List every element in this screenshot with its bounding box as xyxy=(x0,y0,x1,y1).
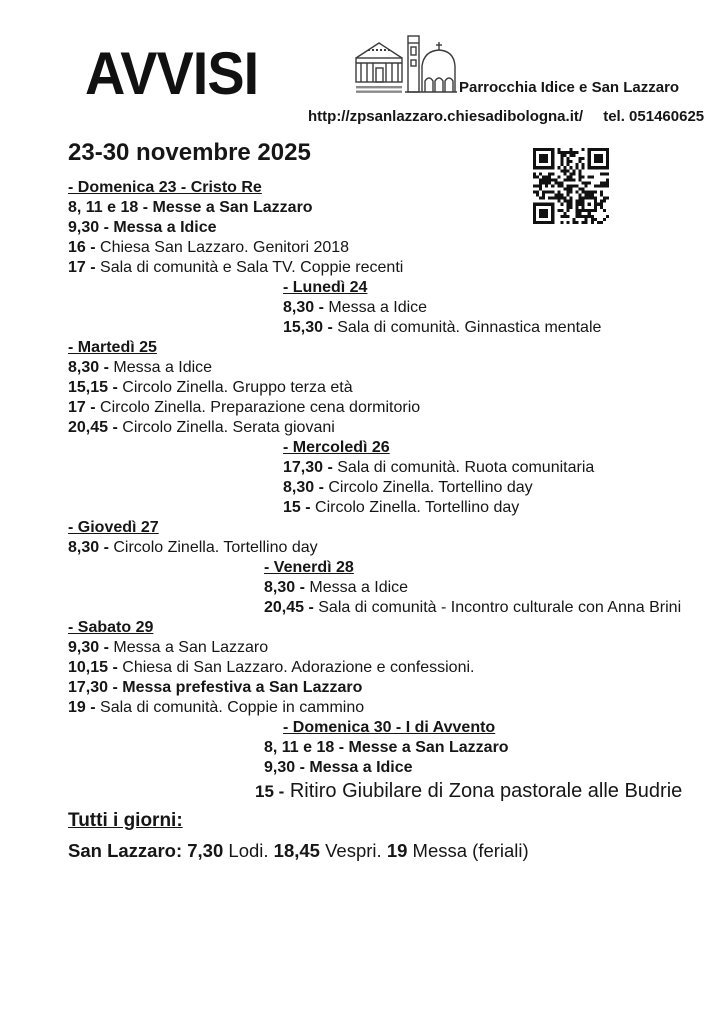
event-time: 8,30 - xyxy=(283,479,324,496)
event-time: 17,30 - xyxy=(68,679,118,696)
day-header: - Domenica 30 - I di Avvento xyxy=(283,719,496,736)
event-text: Messa prefestiva a San Lazzaro xyxy=(117,679,363,696)
event-time: 9,30 - xyxy=(68,639,109,656)
event-text: Sala di comunità. Ruota comunitaria xyxy=(332,459,595,476)
event-time: 15 - xyxy=(283,499,311,516)
event-time: 8,30 - xyxy=(264,579,305,596)
event-row xyxy=(68,358,698,378)
day-header: - Martedì 25 xyxy=(68,339,157,356)
event-row xyxy=(68,378,698,398)
event-time: 15 - xyxy=(255,782,285,801)
event-text: Sala di comunità - Incontro culturale con Anna Brini xyxy=(313,599,682,616)
event-time: 20,45 - xyxy=(68,419,118,436)
event-text: Circolo Zinella. Gruppo terza età xyxy=(117,379,353,396)
event-text: Chiesa San Lazzaro. Genitori 2018 xyxy=(95,239,350,256)
event-time: 16 - xyxy=(68,239,96,256)
event-text: Messe a San Lazzaro xyxy=(148,199,313,216)
event-time: 8,30 - xyxy=(68,539,109,556)
phone-number: tel. 051460625 xyxy=(603,108,705,125)
event-text: Messa a San Lazzaro xyxy=(108,639,269,656)
event-row xyxy=(68,658,698,678)
event-text: Circolo Zinella. Serata giovani xyxy=(117,419,335,436)
daily-location: San Lazzaro: xyxy=(68,840,183,861)
schedule xyxy=(68,178,698,805)
event-row xyxy=(283,458,698,478)
website-url: http://zpsanlazzaro.chiesadibologna.it/ xyxy=(308,108,584,125)
event-text: Sala di comunità. Ginnastica mentale xyxy=(332,319,602,336)
daily-line xyxy=(68,840,529,862)
event-time: 9,30 - xyxy=(68,219,109,236)
event-time: 17,30 - xyxy=(283,459,333,476)
day-header: - Giovedì 27 xyxy=(68,519,159,536)
event-time: 19 - xyxy=(68,699,96,716)
event-time: 17 - xyxy=(68,399,96,416)
event-time: 9,30 - xyxy=(264,759,305,776)
event-time: 20,45 - xyxy=(264,599,314,616)
event-row xyxy=(264,758,698,778)
event-row xyxy=(264,598,698,618)
event-row xyxy=(255,778,698,805)
event-text: Ritiro Giubilare di Zona pastorale alle Budrie xyxy=(284,780,683,802)
daily-text: Vespri. xyxy=(325,840,382,861)
event-text: Circolo Zinella. Preparazione cena dormitorio xyxy=(95,399,421,416)
event-text: Sala di comunità. Coppie in cammino xyxy=(95,699,365,716)
bulletin-title: AVVISI xyxy=(85,40,259,107)
parish-logo-icon xyxy=(352,34,458,106)
event-row xyxy=(68,398,698,418)
event-text: Messe a San Lazzaro xyxy=(344,739,509,756)
daily-text: Lodi. xyxy=(228,840,269,861)
event-text: Messa a Idice xyxy=(304,759,413,776)
event-text: Chiesa di San Lazzaro. Adorazione e confessioni. xyxy=(117,659,475,676)
day-header: - Mercoledì 26 xyxy=(283,439,390,456)
day-header: - Domenica 23 - Cristo Re xyxy=(68,179,262,196)
event-time: 15,15 - xyxy=(68,379,118,396)
event-time: 8, 11 e 18 - xyxy=(264,739,345,756)
event-row xyxy=(68,258,698,278)
event-row xyxy=(283,298,698,318)
daily-schedule xyxy=(68,810,529,862)
event-text: Circolo Zinella. Tortellino day xyxy=(108,539,318,556)
contact-line xyxy=(308,108,704,125)
daily-time: 7,30 xyxy=(187,840,224,861)
daily-time: 18,45 xyxy=(273,840,320,861)
event-row xyxy=(68,678,698,698)
day-header: - Lunedì 24 xyxy=(283,279,368,296)
event-text: Messa a Idice xyxy=(108,359,213,376)
event-row xyxy=(68,638,698,658)
event-text: Messa a Idice xyxy=(323,299,428,316)
event-time: 8, 11 e 18 - xyxy=(68,199,149,216)
event-row xyxy=(68,698,698,718)
event-time: 15,30 - xyxy=(283,319,333,336)
day-header: - Venerdì 28 xyxy=(264,559,354,576)
event-text: Messa a Idice xyxy=(108,219,217,236)
event-row xyxy=(283,478,698,498)
event-time: 10,15 - xyxy=(68,659,118,676)
day-header: - Sabato 29 xyxy=(68,619,154,636)
event-time: 8,30 - xyxy=(68,359,109,376)
daily-heading: Tutti i giorni: xyxy=(68,810,183,831)
event-row xyxy=(68,418,698,438)
event-row xyxy=(68,198,698,218)
event-row xyxy=(264,738,698,758)
event-row xyxy=(68,238,698,258)
event-text: Sala di comunità e Sala TV. Coppie recenti xyxy=(95,259,404,276)
event-text: Circolo Zinella. Tortellino day xyxy=(323,479,533,496)
event-time: 8,30 - xyxy=(283,299,324,316)
daily-text: Messa (feriali) xyxy=(412,840,529,861)
event-row xyxy=(283,318,698,338)
event-time: 17 - xyxy=(68,259,96,276)
parish-name: Parrocchia Idice e San Lazzaro xyxy=(459,79,680,96)
event-text: Circolo Zinella. Tortellino day xyxy=(310,499,520,516)
event-text: Messa a Idice xyxy=(304,579,409,596)
event-row xyxy=(283,498,698,518)
event-row xyxy=(68,218,698,238)
event-row xyxy=(264,578,698,598)
daily-time: 19 xyxy=(386,840,408,861)
event-row xyxy=(68,538,698,558)
week-title: 23-30 novembre 2025 xyxy=(68,139,311,166)
